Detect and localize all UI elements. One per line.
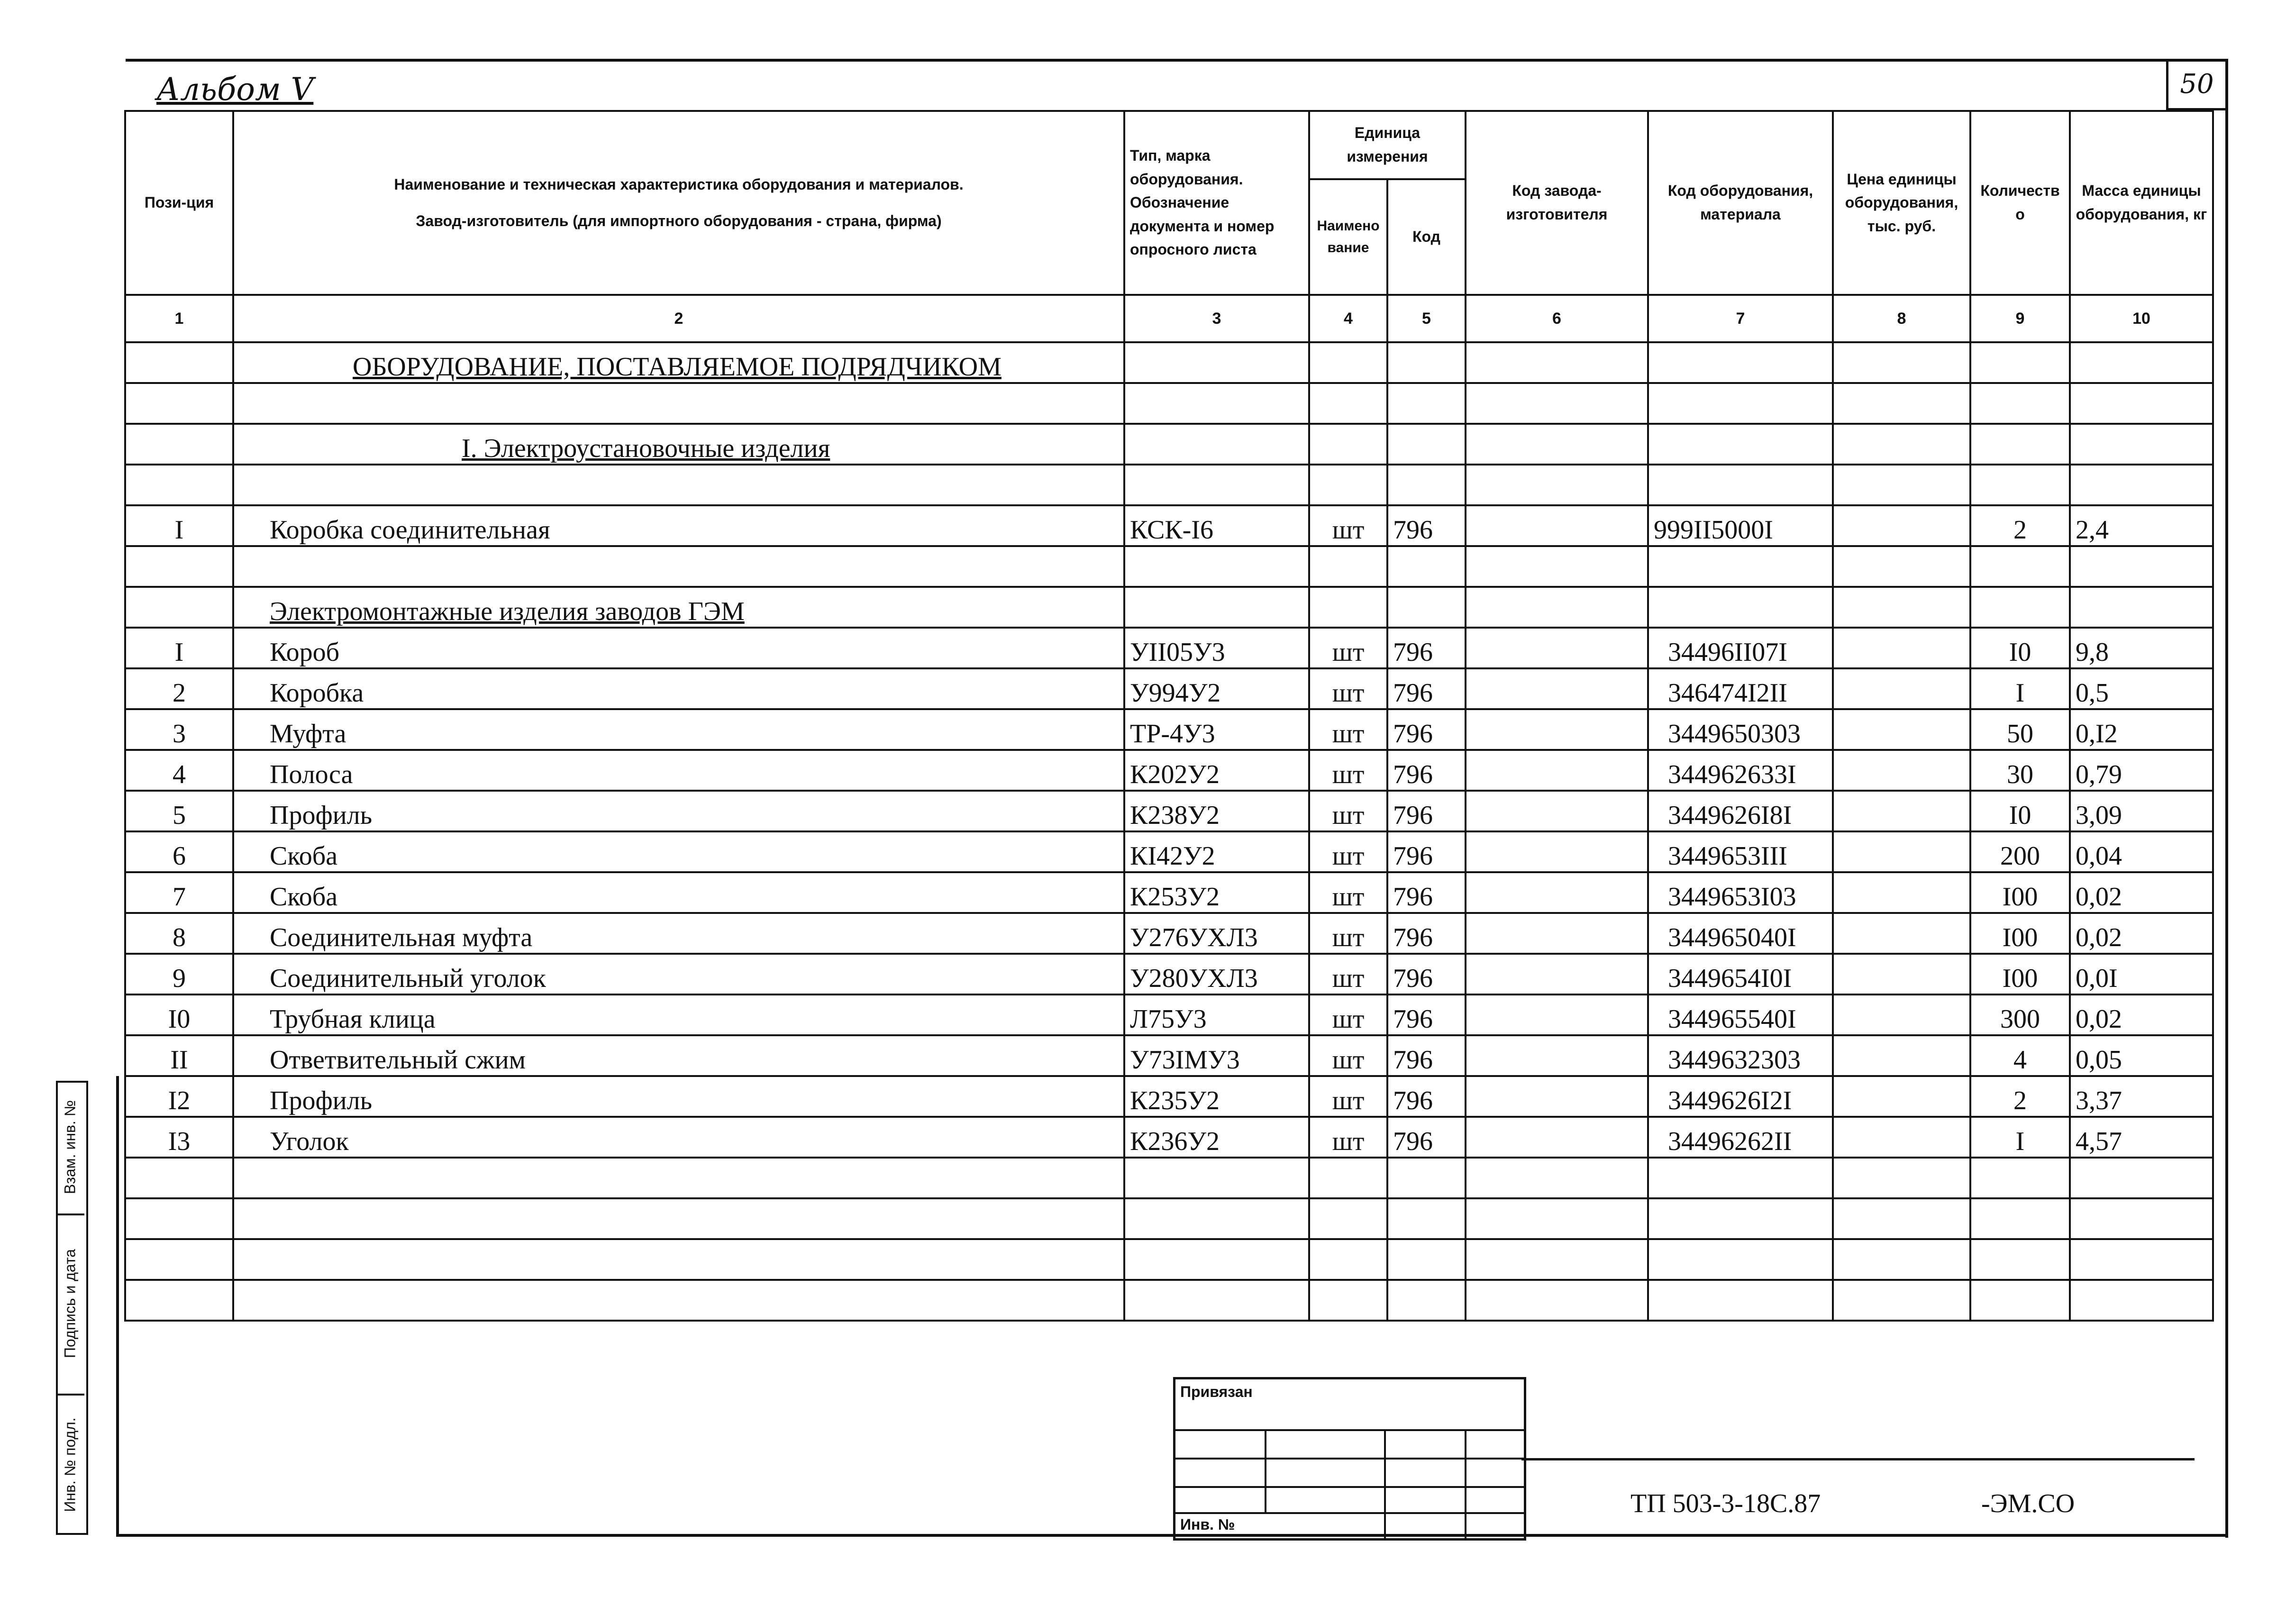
col-number: 2 [233, 295, 1124, 342]
header-name-line1: Наименование и техническая характеристика оборудования и материалов. [394, 176, 964, 193]
row-code: 3449650303 [1648, 709, 1833, 750]
row-unit: шт [1309, 505, 1387, 546]
header-name [233, 111, 1124, 295]
col-number: 8 [1833, 295, 1970, 342]
row-qty: 30 [1970, 750, 2070, 791]
row-qty: 200 [1970, 831, 2070, 872]
row-name: Трубная клица [233, 994, 1124, 1035]
row-price [1833, 1035, 1970, 1076]
table-row [125, 994, 2213, 1035]
side-label-inv-no: Инв. № подл. [61, 1417, 79, 1512]
header-price: Цена единицы оборудования, тыс. руб. [1833, 111, 1970, 295]
row-mass: 3,37 [2070, 1076, 2213, 1117]
row-unit-code: 796 [1387, 994, 1466, 1035]
row-unit: шт [1309, 872, 1387, 913]
row-position: I [125, 505, 233, 546]
row-mass: 0,05 [2070, 1035, 2213, 1076]
frame-left-line [116, 1076, 119, 1536]
row-price [1833, 791, 1970, 831]
empty-row [125, 1158, 2213, 1198]
header-type: Тип, марка оборудования. Обозначение документа и номер опросного листа [1124, 111, 1309, 295]
row-price [1833, 505, 1970, 546]
side-label-replace-inv: Взам. инв. № [61, 1100, 79, 1195]
row-mass: 9,8 [2070, 628, 2213, 668]
row-qty: 300 [1970, 994, 2070, 1035]
row-code: 344965040I [1648, 913, 1833, 954]
row-name: Скоба [233, 872, 1124, 913]
row-qty: I0 [1970, 628, 2070, 668]
row-code: 34496II07I [1648, 628, 1833, 668]
row-unit: шт [1309, 791, 1387, 831]
row-qty: I [1970, 1117, 2070, 1158]
row-type: КСК-I6 [1124, 505, 1309, 546]
row-position: I2 [125, 1076, 233, 1117]
row-unit: шт [1309, 1076, 1387, 1117]
stamp-bound-label: Привязан [1180, 1383, 1253, 1400]
row-code: 3449626I2I [1648, 1076, 1833, 1117]
row-position: I [125, 628, 233, 668]
row-name: Профиль [233, 791, 1124, 831]
row-position: 4 [125, 750, 233, 791]
row-mass: 0,04 [2070, 831, 2213, 872]
item-rows [125, 628, 2213, 1158]
row-name: Профиль [233, 1076, 1124, 1117]
row-position: 6 [125, 831, 233, 872]
header-name-line2: Завод-изготовитель (для импортного оборудования - страна, фирма) [416, 212, 942, 229]
header-unit-name: Наименование [1309, 179, 1387, 295]
row-factory-code [1466, 628, 1648, 668]
row-mass: 2,4 [2070, 505, 2213, 546]
row-mass: 0,02 [2070, 913, 2213, 954]
row-price [1833, 954, 1970, 994]
row-unit-code: 796 [1387, 791, 1466, 831]
row-type: У73IМУ3 [1124, 1035, 1309, 1076]
row-code: 344965540I [1648, 994, 1833, 1035]
row-name: Соединительная муфта [233, 913, 1124, 954]
row-name: Полоса [233, 750, 1124, 791]
row-factory-code [1466, 994, 1648, 1035]
row-code: 3449626I8I [1648, 791, 1833, 831]
row-type: К235У2 [1124, 1076, 1309, 1117]
column-number-row [125, 295, 2213, 342]
subsection-row [125, 587, 2213, 628]
col-number: 6 [1466, 295, 1648, 342]
table-row [125, 1117, 2213, 1158]
row-unit-code: 796 [1387, 1035, 1466, 1076]
row-factory-code [1466, 709, 1648, 750]
table-row [125, 954, 2213, 994]
specification-table [124, 110, 2214, 1322]
row-unit-code: 796 [1387, 831, 1466, 872]
section-main-title: ОБОРУДОВАНИЕ, ПОСТАВЛЯЕМОЕ ПОДРЯДЧИКОМ [353, 352, 1002, 382]
row-price [1833, 913, 1970, 954]
row-position: I3 [125, 1117, 233, 1158]
row-factory-code [1466, 1035, 1648, 1076]
row-price [1833, 872, 1970, 913]
row-price [1833, 709, 1970, 750]
col-number: 3 [1124, 295, 1309, 342]
row-position: 9 [125, 954, 233, 994]
frame-bottom-line [116, 1534, 2228, 1537]
row-type: Л75У3 [1124, 994, 1309, 1035]
row-factory-code [1466, 954, 1648, 994]
table-row [125, 1076, 2213, 1117]
row-position: 7 [125, 872, 233, 913]
row-type: КI42У2 [1124, 831, 1309, 872]
row-code: 346474I2II [1648, 668, 1833, 709]
row-position: 2 [125, 668, 233, 709]
row-mass: 0,5 [2070, 668, 2213, 709]
table-row [125, 831, 2213, 872]
row-unit: шт [1309, 831, 1387, 872]
row-unit-code: 796 [1387, 668, 1466, 709]
row-unit: шт [1309, 1035, 1387, 1076]
table-row [125, 628, 2213, 668]
row-mass: 0,79 [2070, 750, 2213, 791]
row-position: 3 [125, 709, 233, 750]
row-name: Соединительный уголок [233, 954, 1124, 994]
row-type: К253У2 [1124, 872, 1309, 913]
binding-stamp [1173, 1377, 1526, 1541]
row-qty: 50 [1970, 709, 2070, 750]
header-unit-group: Единица измерения [1309, 111, 1466, 179]
col-number: 1 [125, 295, 233, 342]
row-type: К238У2 [1124, 791, 1309, 831]
row-type: К202У2 [1124, 750, 1309, 791]
document-code: ТП 503-3-18С.87 [1630, 1489, 1821, 1518]
document-suffix: -ЭМ.СО [1981, 1489, 2075, 1518]
row-unit: шт [1309, 750, 1387, 791]
row-price [1833, 668, 1970, 709]
row-mass: 4,57 [2070, 1117, 2213, 1158]
row-mass: 0,02 [2070, 994, 2213, 1035]
frame-top-line [126, 59, 2225, 62]
header-quantity: Количество [1970, 111, 2070, 295]
row-price [1833, 750, 1970, 791]
row-type: У280УХЛ3 [1124, 954, 1309, 994]
row-factory-code [1466, 1117, 1648, 1158]
row-unit-code: 796 [1387, 505, 1466, 546]
row-price [1833, 994, 1970, 1035]
row-unit-code: 796 [1387, 1117, 1466, 1158]
empty-row [125, 1280, 2213, 1321]
table-row [125, 791, 2213, 831]
row-qty: I00 [1970, 872, 2070, 913]
row-position: 5 [125, 791, 233, 831]
row-code: 999II5000I [1648, 505, 1833, 546]
row-mass: 3,09 [2070, 791, 2213, 831]
row-type: УII05У3 [1124, 628, 1309, 668]
row-unit: шт [1309, 954, 1387, 994]
row-name: Коробка соединительная [233, 505, 1124, 546]
row-unit-code: 796 [1387, 1076, 1466, 1117]
row-qty: 2 [1970, 1076, 2070, 1117]
table-row [125, 913, 2213, 954]
side-label-sign-date: Подпись и дата [61, 1249, 79, 1359]
row-code: 34496262II [1648, 1117, 1833, 1158]
row-qty: 4 [1970, 1035, 2070, 1076]
row-price [1833, 1117, 1970, 1158]
row-name: Ответвительный сжим [233, 1035, 1124, 1076]
row-unit-code: 796 [1387, 709, 1466, 750]
empty-row [125, 465, 2213, 505]
row-name: Короб [233, 628, 1124, 668]
row-unit-code: 796 [1387, 913, 1466, 954]
row-price [1833, 1076, 1970, 1117]
row-unit: шт [1309, 628, 1387, 668]
row-unit-code: 796 [1387, 954, 1466, 994]
row-type: ТР-4У3 [1124, 709, 1309, 750]
table-row [125, 505, 2213, 546]
row-type: У994У2 [1124, 668, 1309, 709]
row-name: Скоба [233, 831, 1124, 872]
page-number: 50 [2166, 61, 2225, 110]
row-position: 8 [125, 913, 233, 954]
row-factory-code [1466, 505, 1648, 546]
row-qty: I00 [1970, 954, 2070, 994]
row-price [1833, 628, 1970, 668]
row-position: I0 [125, 994, 233, 1035]
row-unit: шт [1309, 994, 1387, 1035]
header-unit-code: Код [1387, 179, 1466, 295]
col-number: 4 [1309, 295, 1387, 342]
header-position: Пози-ция [125, 111, 233, 295]
row-qty: 2 [1970, 505, 2070, 546]
row-unit: шт [1309, 913, 1387, 954]
row-unit-code: 796 [1387, 872, 1466, 913]
col-number: 10 [2070, 295, 2213, 342]
header-row [125, 111, 2213, 179]
album-label: Альбом V [156, 71, 314, 108]
row-code: 3449632303 [1648, 1035, 1833, 1076]
title-block-line [1521, 1458, 2195, 1460]
header-mass: Масса единицы оборудования, кг [2070, 111, 2213, 295]
row-unit: шт [1309, 709, 1387, 750]
subsection-title: Электромонтажные изделия заводов ГЭМ [270, 597, 745, 626]
row-code: 344962633I [1648, 750, 1833, 791]
row-name: Уголок [233, 1117, 1124, 1158]
row-factory-code [1466, 750, 1648, 791]
row-code: 3449653III [1648, 831, 1833, 872]
row-position: II [125, 1035, 233, 1076]
row-factory-code [1466, 1076, 1648, 1117]
row-type: К236У2 [1124, 1117, 1309, 1158]
empty-row [125, 383, 2213, 424]
row-code: 3449653I03 [1648, 872, 1833, 913]
row-mass: 0,I2 [2070, 709, 2213, 750]
section-1-row [125, 424, 2213, 465]
row-factory-code [1466, 913, 1648, 954]
row-unit-code: 796 [1387, 628, 1466, 668]
row-mass: 0,0I [2070, 954, 2213, 994]
table-row [125, 1035, 2213, 1076]
empty-row [125, 546, 2213, 587]
row-type: У276УХЛ3 [1124, 913, 1309, 954]
row-unit: шт [1309, 668, 1387, 709]
row-qty: I00 [1970, 913, 2070, 954]
col-number: 7 [1648, 295, 1833, 342]
section-main-row [125, 342, 2213, 383]
table-row [125, 872, 2213, 913]
row-factory-code [1466, 791, 1648, 831]
table-row [125, 668, 2213, 709]
empty-row [125, 1239, 2213, 1280]
header-equipment-code: Код оборудования, материала [1648, 111, 1833, 295]
table-row [125, 750, 2213, 791]
col-number: 5 [1387, 295, 1466, 342]
row-name: Коробка [233, 668, 1124, 709]
col-number: 9 [1970, 295, 2070, 342]
row-qty: I0 [1970, 791, 2070, 831]
row-factory-code [1466, 668, 1648, 709]
table-row [125, 709, 2213, 750]
empty-row [125, 1198, 2213, 1239]
row-code: 3449654I0I [1648, 954, 1833, 994]
row-name: Муфта [233, 709, 1124, 750]
row-unit: шт [1309, 1117, 1387, 1158]
row-factory-code [1466, 831, 1648, 872]
row-price [1833, 831, 1970, 872]
stamp-inv-label: Инв. № [1180, 1516, 1235, 1533]
header-factory-code: Код завода-изготовителя [1466, 111, 1648, 295]
frame-right-line [2225, 59, 2228, 1538]
row-unit-code: 796 [1387, 750, 1466, 791]
section-1-title: I. Электроустановочные изделия [462, 434, 830, 463]
row-factory-code [1466, 872, 1648, 913]
row-qty: I [1970, 668, 2070, 709]
row-mass: 0,02 [2070, 872, 2213, 913]
